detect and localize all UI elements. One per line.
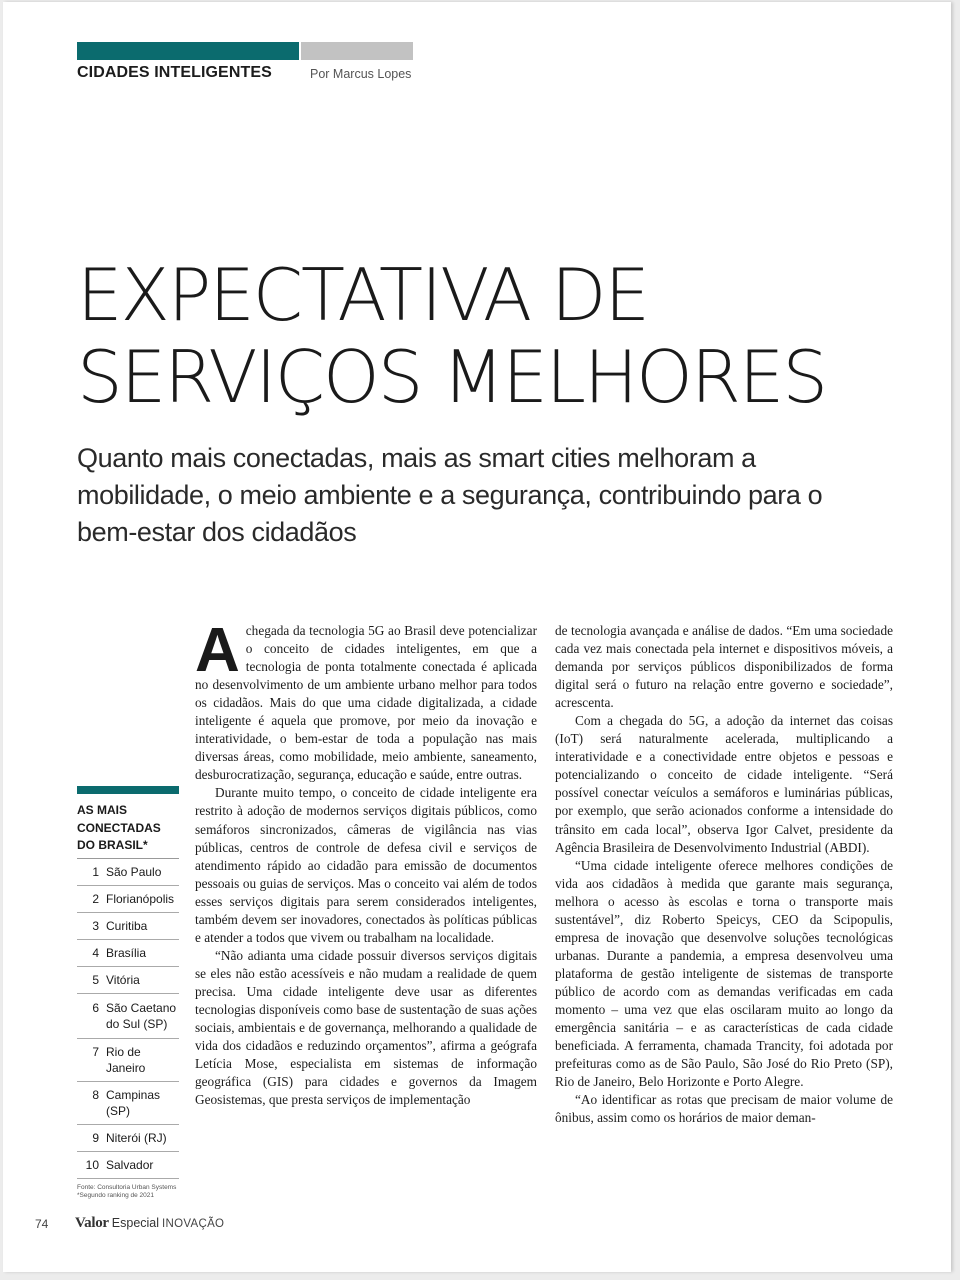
article-column-2 <box>555 622 893 1127</box>
list-item <box>77 967 179 994</box>
list-item <box>77 886 179 913</box>
city-name: Rio de Janeiro <box>106 1044 146 1075</box>
city-name: Curitiba <box>106 918 148 933</box>
article-paragraph <box>195 616 537 784</box>
headline-line-2: SERVIÇOS MELHORES <box>77 335 827 419</box>
sidebar-source <box>77 1184 179 1200</box>
list-item <box>77 940 179 967</box>
list-item <box>77 913 179 940</box>
ranking-sidebar <box>77 786 179 1200</box>
list-item <box>77 859 179 886</box>
city-name: Campinas (SP) <box>106 1087 161 1118</box>
city-name: Niterói (RJ) <box>106 1130 167 1145</box>
headline-line-1: EXPECTATIVA DE <box>77 253 648 337</box>
section-bar-grey <box>301 42 413 60</box>
article-paragraph: “Ao identificar as rotas que precisam de maior volume de ônibus, assim como os horários de maior deman- <box>555 1092 893 1126</box>
city-name: São Paulo <box>106 864 162 879</box>
byline: Por Marcus Lopes <box>310 67 412 81</box>
footer-section: INOVAÇÃO <box>162 1218 225 1230</box>
deck-subtitle: Quanto mais conectadas, mais as smart cities melhoram a mobilidade, o meio ambiente e a segurança, contribuindo para o bem-estar dos cidadãos <box>77 443 823 547</box>
list-item <box>77 1152 179 1179</box>
sidebar-bar <box>77 786 179 794</box>
article-paragraph: de tecnologia avançada e análise de dados. “Em uma sociedade cada vez mais conectada pela internet e dispositivos móveis, a demanda por serviços públicos disponibilizados de forma digital será o futuro na relação entre governo e sociedade”, acrescenta. <box>555 623 893 711</box>
edition-label: Especial <box>111 1216 160 1230</box>
rank-number: 8 <box>92 1087 99 1102</box>
rank-number: 6 <box>92 1000 99 1015</box>
section-color-bar <box>77 42 413 60</box>
sidebar-title: AS MAIS CONECTADAS DO BRASIL* <box>77 802 179 859</box>
rank-number: 7 <box>92 1044 99 1059</box>
page-number: 74 <box>35 1217 49 1231</box>
city-name: Florianópolis <box>106 891 175 906</box>
list-item <box>77 994 179 1039</box>
rank-number: 1 <box>92 864 99 879</box>
rank-number: 4 <box>92 945 99 960</box>
rank-number: 3 <box>92 918 99 933</box>
rank-number: 5 <box>92 972 99 987</box>
article-paragraph: Durante muito tempo, o conceito de cidade inteligente era restrito à adoção de modernos serviços digitais públicos, como semáforos sincronizados, câmeras de vigilância nas vias públicas, centros de controle de defesa civil e serviços de atendimento rápido ao cidadão para emissão de documentos pessoais ou guias de serviços. Mas o conceito vai além de todos esses serviços digitais para serem considerados inteligentes, também devem ser inovadores, conectados às políticas públicas e atender a todos que vivem ou trabalham na localidade. <box>195 785 537 945</box>
rank-number: 9 <box>92 1130 99 1145</box>
city-name: Vitória <box>106 972 140 987</box>
article-paragraph: Com a chegada do 5G, a adoção da internet das coisas (IoT) será naturalmente acelerada, multiplicando a interatividade e a conectividade entre objetos e pessoas e potencializando o conceito de cidade inteligente. “Será possível conectar veículos a semáforos e luminárias públicas, por exemplo, que serão acionados conforme a intensidade do trânsito em cada local”, observa Igor Calvet, presidente da Agência Brasileira de Desenvolvimento Industrial (ABDI). <box>555 713 893 855</box>
drop-cap: A <box>195 616 240 685</box>
ranking-list <box>77 859 179 1179</box>
article-paragraph: “Não adianta uma cidade possuir diversos serviços digitais se eles não estão acessíveis e não mudam a realidade de quem precisa. Uma cidade inteligente deve usar as diferentes tecnologias disponíveis como base de sustentação de suas ações sociais, ambientais e de governança, melhorando a qualidade de vida dos cidadãos e reduzindo orçamentos”, afirma a geógrafa Letícia Mose, especialista em sistemas de informação geográfica (GIS) para cidades e governos da Imagem Geosistemas, que presta serviços de implementação <box>195 947 537 1108</box>
article-column-1 <box>195 616 537 1109</box>
magazine-page <box>3 2 951 1272</box>
list-item <box>77 1125 179 1152</box>
section-bar-teal <box>77 42 299 60</box>
section-label: CIDADES INTELIGENTES <box>77 64 272 81</box>
list-item <box>77 1082 179 1125</box>
paragraph-text: chegada da tecnologia 5G ao Brasil deve potencializar o conceito de cidades inteligentes, em que a tecnologia de ponta totalmente conectada é aplicada no desenvolvimento de um ambiente urbano melhor para todos os cidadãos. Mais do que uma cidade digitalizada, a cidade inteligente é aquela que promove, por meio da inovação e interatividade, o bem-estar de toda a população nas mais diversas áreas, como mobilidade, meio ambiente, saneamento, desburocratização, segurança, educação e saúde, entre outras. <box>195 623 537 783</box>
publication-brand <box>75 1215 224 1232</box>
headline <box>77 254 917 418</box>
list-item <box>77 1039 179 1082</box>
rank-number: 2 <box>92 891 99 906</box>
ranking-note: *Segundo ranking de 2021 <box>77 1191 154 1199</box>
city-name: Brasília <box>106 945 147 960</box>
city-name: São Caetano do Sul (SP) <box>106 1000 177 1031</box>
city-name: Salvador <box>106 1157 154 1172</box>
article-paragraph: “Uma cidade inteligente oferece melhores condições de vida aos cidadãos à medida que garante mais segurança, melhora o acesso às escolas e torna o transporte mais sustentável”, diz Roberto Speicys, CEO da Scipopulis, empresa de inovação que desenvolve soluções tecnológicas urbanas. Durante a pandemia, a empresa desenvolveu uma plataforma de gestão inteligente de sistemas de transporte público de acordo com as demandas verificadas em cada momento – uma vez que elas oscilaram muito ao longo da emergência sanitária – e as características de cada cidade beneficiada. A ferramenta, chamada Trancity, foi adotada por prefeituras como as de São Paulo, São José do Rio Preto (SP), Rio de Janeiro, Belo Horizonte e Porto Alegre. <box>555 857 893 1090</box>
brand-name: Valor <box>75 1215 109 1231</box>
rank-number: 10 <box>85 1157 99 1172</box>
source-credit: Fonte: Consultoria Urban Systems <box>77 1183 177 1191</box>
